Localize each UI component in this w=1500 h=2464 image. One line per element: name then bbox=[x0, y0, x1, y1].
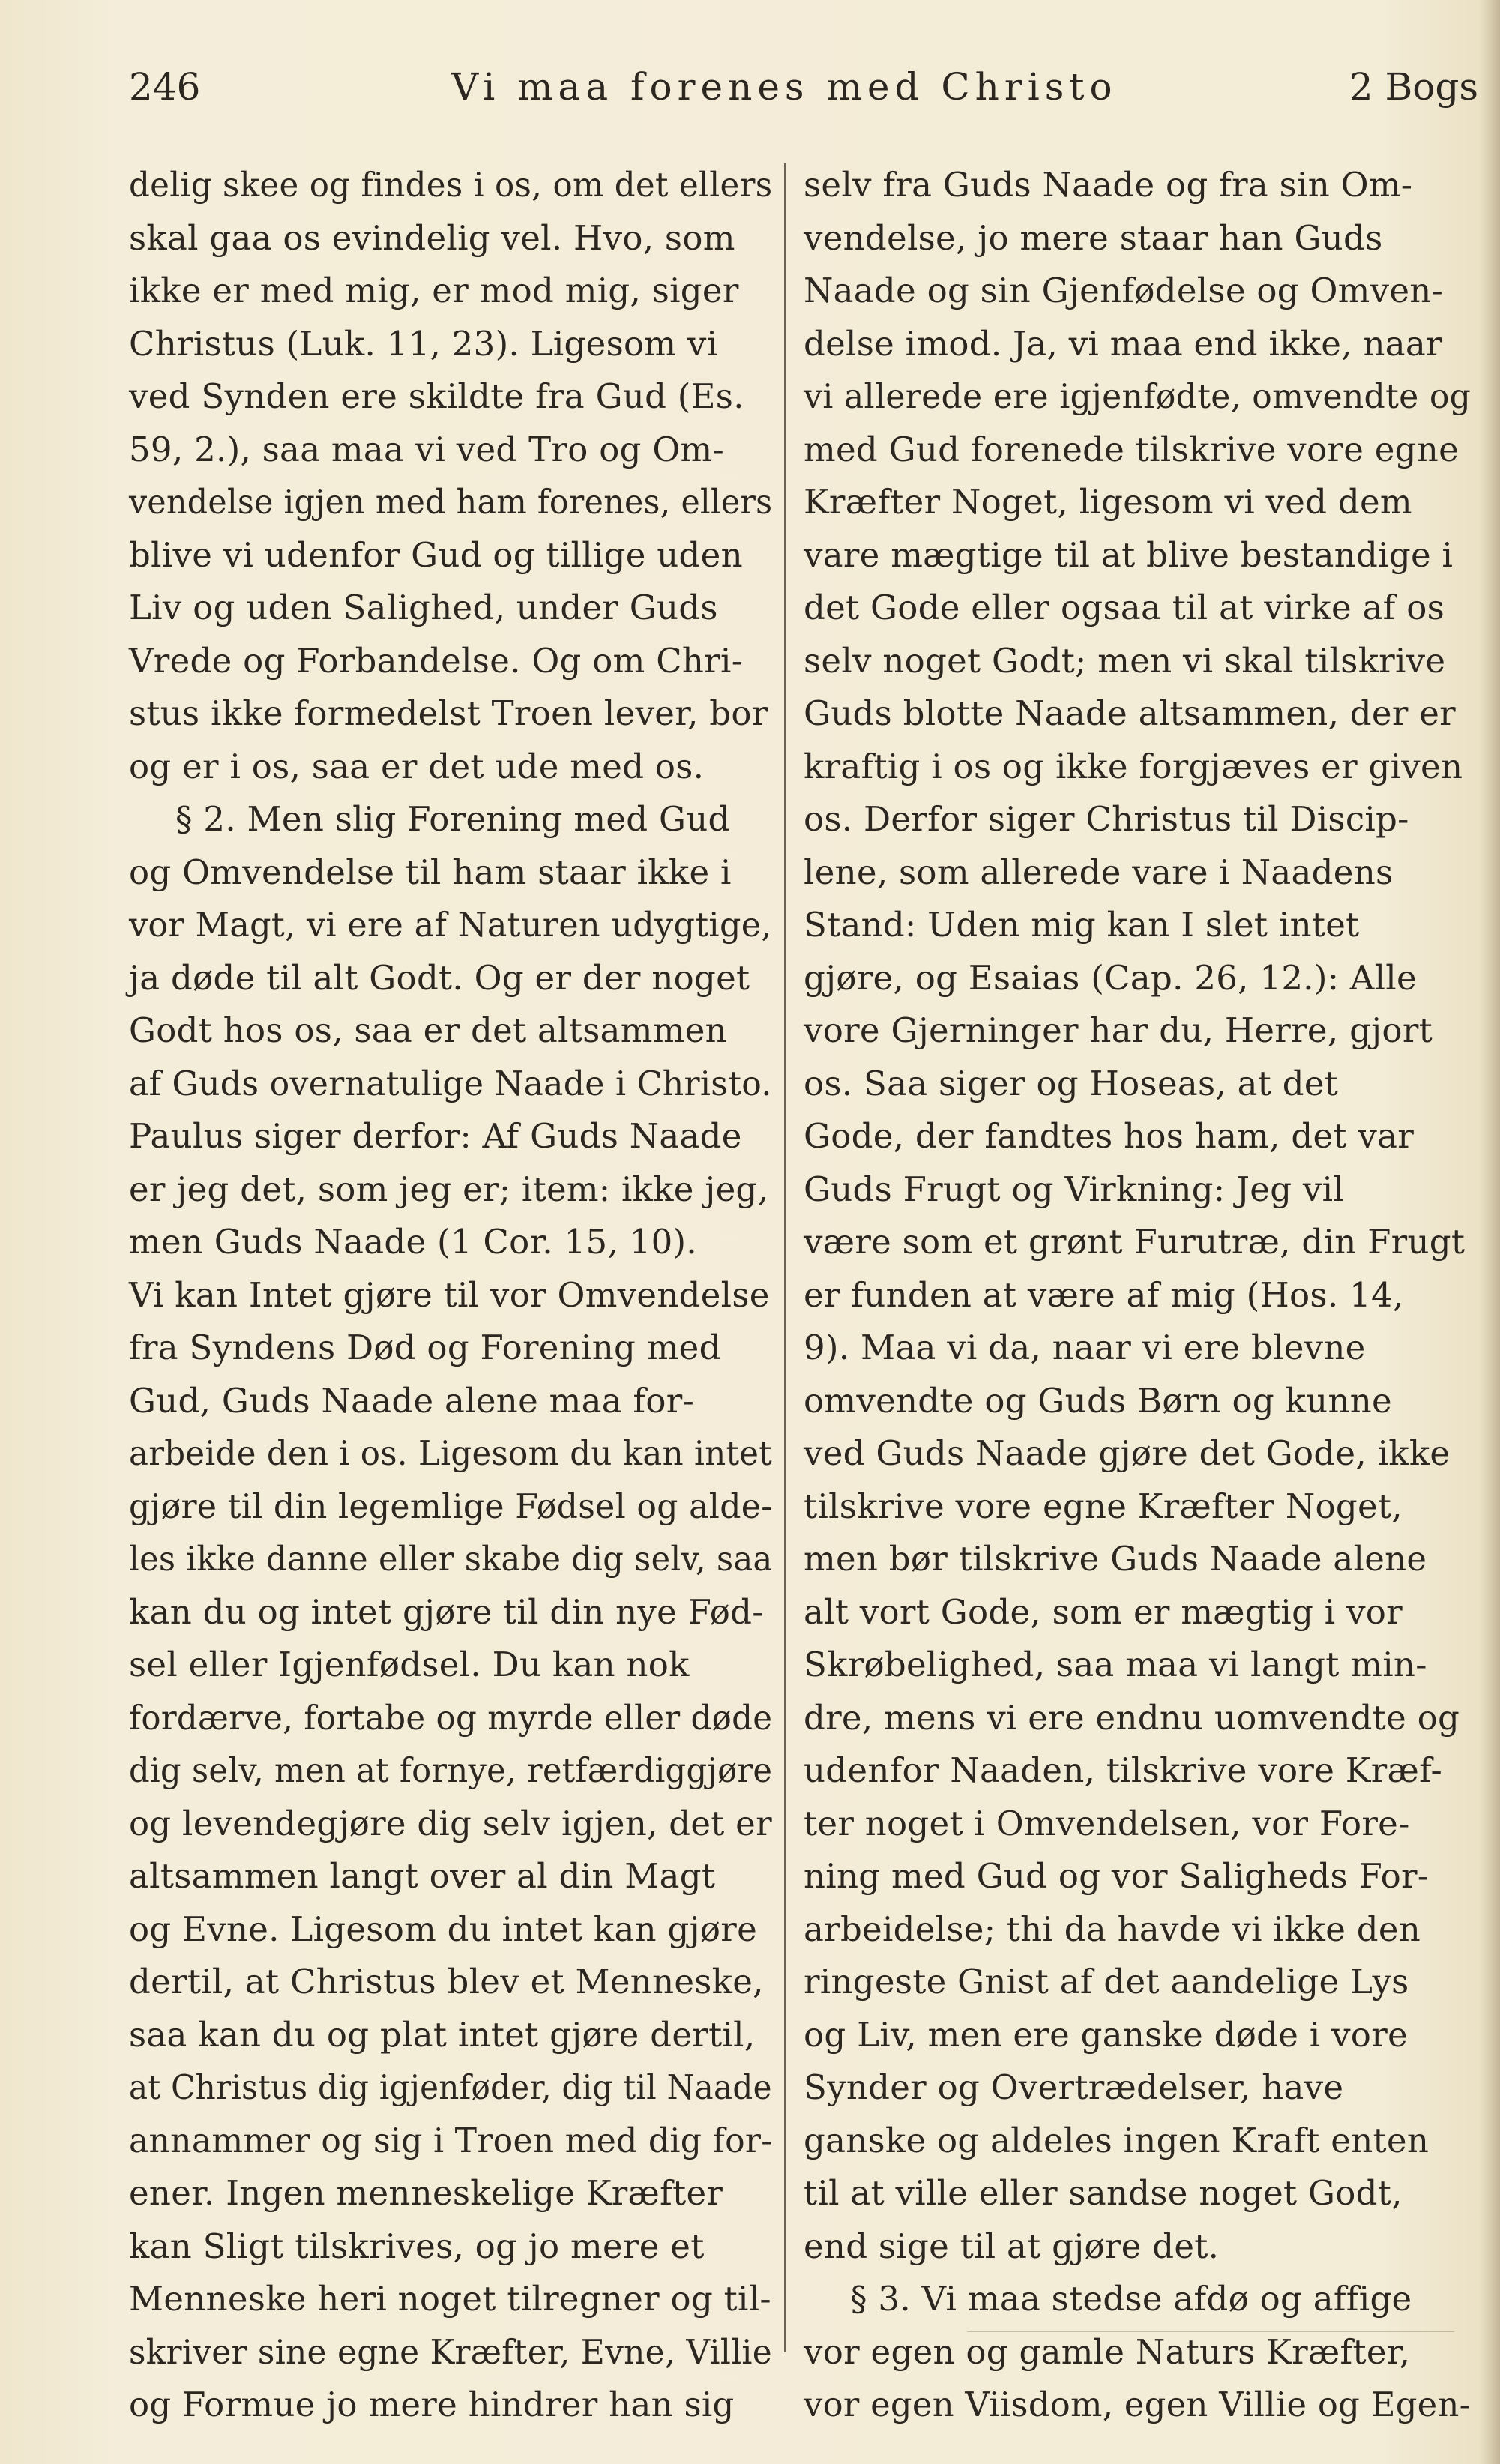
text-line: os. Saa siger og Hoseas, at det bbox=[804, 1063, 1339, 1103]
text-line: det Gode eller ogsaa til at virke af os bbox=[804, 588, 1445, 627]
text-line: skal gaa os evindelig vel. Hvo, som bbox=[129, 217, 735, 258]
running-title: Vi maa forenes med Christo bbox=[451, 65, 1118, 109]
text-line: Christus (Luk. 11, 23). Ligesom vi bbox=[129, 323, 718, 364]
text-line: stus ikke formedelst Troen lever, bor bbox=[129, 693, 768, 733]
text-line: er jeg det, som jeg er; item: ikke jeg, bbox=[129, 1169, 769, 1209]
text-line: og Liv, men ere ganske døde i vore bbox=[804, 2014, 1408, 2055]
text-line: Vrede og Forbandelse. Og om Chri- bbox=[129, 640, 744, 681]
text-line: Menneske heri noget tilregner og til- bbox=[129, 2279, 771, 2319]
text-line: Godt hos os, saa er det altsammen bbox=[129, 1010, 727, 1050]
text-line: udenfor Naaden, tilskrive vore Kræf- bbox=[804, 1750, 1442, 1790]
text-line: kraftig i os og ikke forgjæves er given bbox=[804, 746, 1463, 786]
text-line: saa kan du og plat intet gjøre dertil, bbox=[129, 2014, 756, 2055]
text-line: Vi kan Intet gjøre til vor Omvendelse bbox=[129, 1274, 770, 1315]
text-line: være som et grønt Furutræ, din Frugt bbox=[804, 1222, 1466, 1262]
text-line: fordærve, fortabe og myrde eller døde bbox=[129, 1697, 773, 1738]
text-line: Gode, der fandtes hos ham, det var bbox=[804, 1116, 1415, 1156]
text-line: Gud, Guds Naade alene maa for- bbox=[129, 1380, 695, 1421]
text-line: 9). Maa vi da, naar vi ere blevne bbox=[804, 1328, 1366, 1367]
text-line: § 2. Men slig Forening med Gud bbox=[175, 799, 730, 839]
text-line: ter noget i Omvendelsen, vor Fore- bbox=[804, 1803, 1410, 1843]
text-line: vendelse, jo mere staar han Guds bbox=[804, 217, 1383, 258]
text-line: blive vi udenfor Gud og tillige uden bbox=[129, 534, 743, 575]
text-line: altsammen langt over al din Magt bbox=[129, 1856, 716, 1896]
running-header bbox=[129, 57, 1478, 117]
text-line: Paulus siger derfor: Af Guds Naade bbox=[129, 1116, 742, 1156]
text-line: les ikke danne eller skabe dig selv, saa bbox=[129, 1539, 773, 1579]
text-line: Liv og uden Salighed, under Guds bbox=[129, 588, 718, 627]
text-line: selv noget Godt; men vi skal tilskrive bbox=[804, 640, 1446, 681]
text-line: lene, som allerede vare i Naadens bbox=[804, 852, 1394, 892]
text-line: er funden at være af mig (Hos. 14, bbox=[804, 1274, 1404, 1315]
page-number: 246 bbox=[129, 65, 201, 109]
text-line: dre, mens vi ere endnu uomvendte og bbox=[804, 1697, 1460, 1738]
text-line: omvendte og Guds Børn og kunne bbox=[804, 1380, 1392, 1421]
text-line: og levendegjøre dig selv igjen, det er bbox=[129, 1803, 772, 1843]
text-line: dertil, at Christus blev et Menneske, bbox=[129, 1962, 764, 2001]
text-line: gjøre, og Esaias (Cap. 26, 12.): Alle bbox=[804, 957, 1417, 998]
text-line: vor egen og gamle Naturs Kræfter, bbox=[804, 2331, 1411, 2372]
text-line: vendelse igjen med ham forenes, ellers bbox=[129, 482, 773, 522]
text-line: 59, 2.), saa maa vi ved Tro og Om- bbox=[129, 429, 725, 469]
text-line: vor egen Viisdom, egen Villie og Egen- bbox=[804, 2385, 1472, 2424]
text-line: fra Syndens Død og Forening med bbox=[129, 1328, 721, 1367]
text-line: og Formue jo mere hindrer han sig bbox=[129, 2385, 735, 2424]
text-line: vare mægtige til at blive bestandige i bbox=[804, 534, 1454, 575]
left-column bbox=[129, 159, 772, 2432]
section-label: 2 Bogs bbox=[1349, 65, 1478, 109]
text-line: dig selv, men at fornye, retfærdiggjøre bbox=[129, 1750, 773, 1790]
text-line: ja døde til alt Godt. Og er der noget bbox=[129, 957, 750, 998]
text-line: kan du og intet gjøre til din nye Fød- bbox=[129, 1591, 764, 1632]
text-line: at Christus dig igjenføder, dig til Naade bbox=[129, 2067, 772, 2107]
text-line: end sige til at gjøre det. bbox=[804, 2226, 1220, 2266]
text-line: arbeide den i os. Ligesom du kan intet bbox=[129, 1433, 773, 1473]
bottom-rule bbox=[967, 2331, 1454, 2332]
text-line: § 3. Vi maa stedse afdø og affige bbox=[850, 2279, 1412, 2319]
text-line: arbeidelse; thi da havde vi ikke den bbox=[804, 1909, 1421, 1949]
text-line: annammer og sig i Troen med dig for- bbox=[129, 2120, 773, 2160]
text-line: gjøre til din legemlige Fødsel og alde- bbox=[129, 1486, 773, 1526]
text-line: kan Sligt tilskrives, og jo mere et bbox=[129, 2226, 705, 2266]
text-line: Synder og Overtrædelser, have bbox=[804, 2067, 1344, 2107]
text-line: tilskrive vore egne Kræfter Noget, bbox=[804, 1486, 1403, 1526]
text-line: delig skee og findes i os, om det ellers bbox=[129, 165, 773, 205]
text-line: og Evne. Ligesom du intet kan gjøre bbox=[129, 1909, 758, 1949]
text-line: og er i os, saa er det ude med os. bbox=[129, 746, 705, 786]
text-line: vi allerede ere igjenfødte, omvendte og bbox=[804, 376, 1472, 416]
text-line: ganske og aldeles ingen Kraft enten bbox=[804, 2120, 1430, 2160]
text-line: ning med Gud og vor Saligheds For- bbox=[804, 1856, 1430, 1896]
text-line: men bør tilskrive Guds Naade alene bbox=[804, 1539, 1427, 1579]
text-line: alt vort Gode, som er mægtig i vor bbox=[804, 1591, 1403, 1632]
text-line: ener. Ingen menneskelige Kræfter bbox=[129, 2173, 723, 2213]
text-line: til at ville eller sandse noget Godt, bbox=[804, 2173, 1403, 2213]
text-line: delse imod. Ja, vi maa end ikke, naar bbox=[804, 323, 1442, 364]
right-column bbox=[804, 159, 1471, 2432]
text-line: af Guds overnatulige Naade i Christo. bbox=[129, 1063, 772, 1103]
text-line: Guds blotte Naade altsammen, der er bbox=[804, 693, 1456, 733]
text-line: Stand: Uden mig kan I slet intet bbox=[804, 905, 1360, 945]
page-edge-shadow bbox=[1479, 0, 1500, 2464]
text-line: ved Guds Naade gjøre det Gode, ikke bbox=[804, 1433, 1451, 1473]
text-line: ved Synden ere skildte fra Gud (Es. bbox=[129, 376, 744, 416]
text-line: Kræfter Noget, ligesom vi ved dem bbox=[804, 482, 1412, 522]
text-line: med Gud forenede tilskrive vore egne bbox=[804, 429, 1459, 469]
text-line: Guds Frugt og Virkning: Jeg vil bbox=[804, 1169, 1345, 1209]
text-line: os. Derfor siger Christus til Discip- bbox=[804, 799, 1409, 839]
text-line: vore Gjerninger har du, Herre, gjort bbox=[804, 1010, 1433, 1050]
text-line: Naade og sin Gjenfødelse og Omven- bbox=[804, 271, 1444, 310]
text-line: ringeste Gnist af det aandelige Lys bbox=[804, 1962, 1409, 2001]
text-line: og Omvendelse til ham staar ikke i bbox=[129, 852, 732, 892]
text-line: sel eller Igjenfødsel. Du kan nok bbox=[129, 1645, 690, 1684]
text-line: ikke er med mig, er mod mig, siger bbox=[129, 271, 739, 310]
column-divider bbox=[784, 163, 786, 2352]
text-line: selv fra Guds Naade og fra sin Om- bbox=[804, 165, 1413, 205]
text-line: vor Magt, vi ere af Naturen udygtige, bbox=[129, 905, 772, 945]
text-line: skriver sine egne Kræfter, Evne, Villie bbox=[129, 2331, 772, 2372]
text-line: men Guds Naade (1 Cor. 15, 10). bbox=[129, 1222, 697, 1262]
text-line: Skrøbelighed, saa maa vi langt min- bbox=[804, 1645, 1427, 1684]
